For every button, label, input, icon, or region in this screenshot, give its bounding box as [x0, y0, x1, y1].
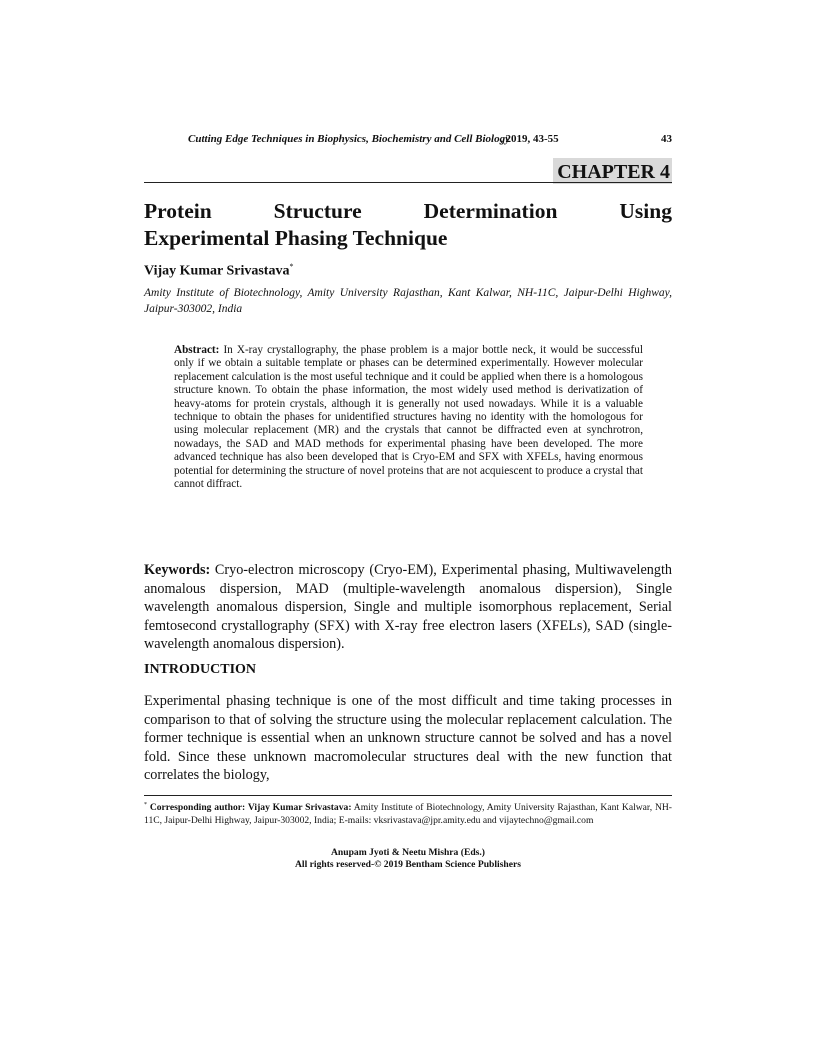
journal-title: Cutting Edge Techniques in Biophysics, Biochemistry and Cell Biology — [188, 133, 510, 145]
title-line-2: Experimental Phasing Technique — [144, 226, 448, 250]
title-word: Structure — [273, 199, 362, 223]
keywords — [144, 561, 672, 654]
title-word: Using — [619, 199, 672, 223]
abstract-label: Abstract: — [174, 344, 220, 356]
publisher-info — [144, 847, 672, 872]
abstract — [174, 344, 643, 491]
title-line-1 — [144, 198, 672, 225]
chapter-label: CHAPTER 4 — [553, 158, 672, 184]
introduction-text: Experimental phasing technique is one of the most difficult and time taking processes in comparison to that of solving the structure using the molecular replacement calculation. The former technique is essential when an unknown structure cannot be solved and has a novel fold. Since these unknown macromolecular structures deal with the new function that correlates the biology, — [144, 693, 672, 784]
rights: All rights reserved-© 2019 Bentham Science Publishers — [294, 859, 522, 871]
footnote-rule — [144, 795, 672, 796]
author-affiliation: Amity Institute of Biotechnology, Amity University Rajasthan, Kant Kalwar, NH-11C, Jaipur-Delhi Highway, Jaipur-303002, India — [144, 287, 672, 315]
title-word: Protein — [144, 199, 212, 223]
footnote — [144, 799, 672, 827]
page-number: 43 — [661, 133, 672, 145]
author-marker: * — [289, 262, 294, 271]
footnote-text: Amity Institute of Biotechnology, Amity University Rajasthan, Kant Kalwar, NH-11C, Jaipur-Delhi Highway, Jaipur-303002, India; E-mails: vksrivastava@jpr.amity.edu and vijaytechno@gmail.com — [144, 802, 672, 826]
year-pages: , 2019, 43-55 — [500, 133, 559, 145]
section-heading: INTRODUCTION — [144, 662, 257, 677]
chapter-title — [144, 198, 672, 252]
editors: Anupam Jyoti & Neetu Mishra (Eds.) — [330, 847, 486, 858]
author-name — [144, 262, 293, 280]
keywords-label: Keywords: — [144, 562, 211, 578]
keywords-text: Cryo-electron microscopy (Cryo-EM), Experimental phasing, Multiwavelength anomalous dispersion, MAD (multiple-wavelength anomalous dispersion), Single wavelength anomalous dispersion, Single and multiple isomorphous replacement, Serial femtosecond crystallography (SFX) with X-ray free electron lasers (XFELs), SAD (single-wavelength anomalous dispersion). — [144, 562, 672, 653]
footnote-label: Corresponding author: Vijay Kumar Srivastava: — [149, 802, 352, 814]
header-rule — [144, 182, 672, 183]
footnote-marker: * — [144, 802, 147, 808]
title-word: Determination — [423, 199, 558, 223]
abstract-text: In X-ray crystallography, the phase problem is a major bottle neck, it would be successful only if we obtain a suitable template or phases can be determined experimentally. However molecular replacement calculation is the most useful technique and it could be applied when there is a homologous structure known. To obtain the phase information, the most widely used method is derivatization of heavy-atoms for protein crystals, although it is generally not used nowadays. While it is a valuable technique to obtain the phases for unidentified structures having no identity with the homologous for using molecular replacement (MR) and the crystals that cannot be diffracted even at synchrotron, nowadays, the SAD and MAD methods for experimental phasing have been developed. The more advanced technique has also been developed that is Cryo-EM and SFX with XFELs, having enormous potential for determining the structure of novel proteins that are not acquiescent to produce a crystal that cannot diffract. — [174, 344, 643, 491]
author-name-text: Vijay Kumar Srivastava — [144, 263, 290, 279]
